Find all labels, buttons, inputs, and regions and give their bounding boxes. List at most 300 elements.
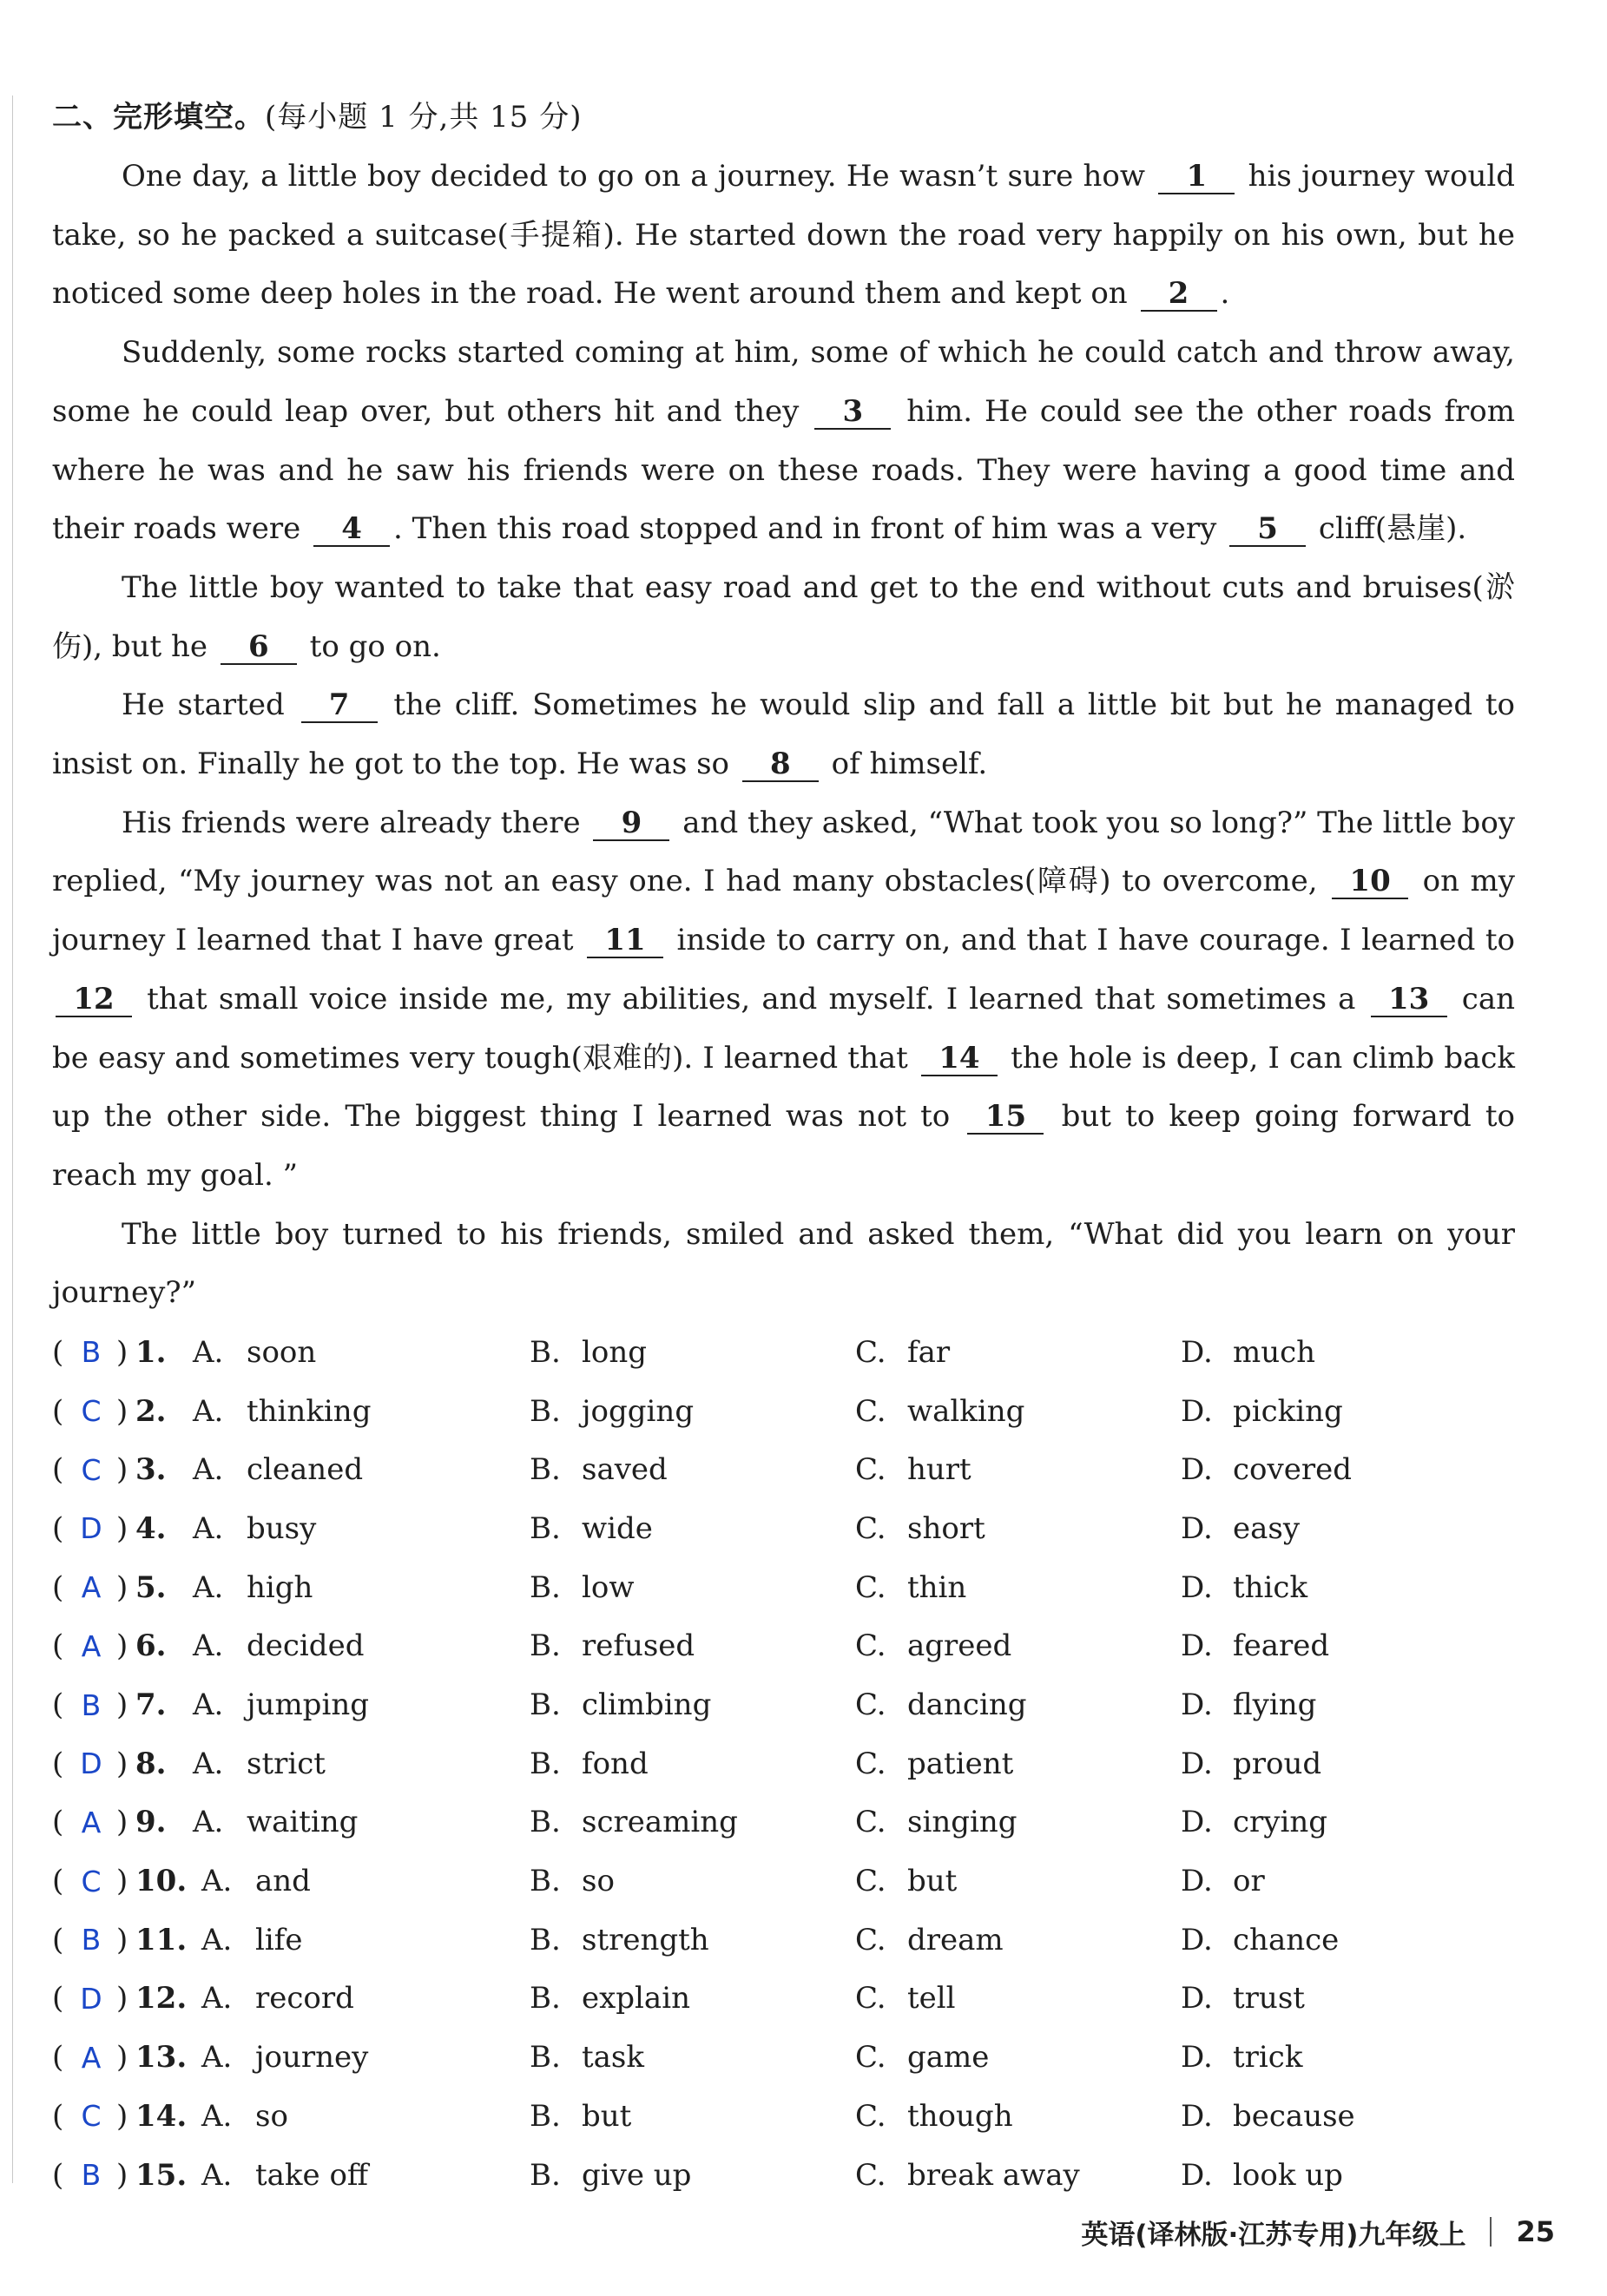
option-a: record: [255, 1981, 354, 2016]
option-a-label: A.: [193, 1628, 224, 1664]
question-head: [52, 1864, 530, 1898]
question-number: 6.: [135, 1628, 167, 1664]
passage-paragraph: [52, 559, 1515, 676]
passage-paragraph: [52, 324, 1515, 559]
option-d-label: D.: [1181, 1628, 1213, 1664]
option-a: journey: [255, 2040, 369, 2076]
answer-choice: C: [81, 1452, 102, 1487]
option-b-col: [530, 2040, 855, 2075]
option-c: game: [907, 2040, 990, 2076]
answer-paren-left: (: [52, 1510, 64, 1546]
option-b-col: [530, 1452, 855, 1487]
answer-paren-left: (: [52, 1393, 64, 1429]
answer-choice: B: [81, 2158, 102, 2193]
option-b-col: [530, 2158, 855, 2193]
option-a: so: [255, 2098, 288, 2134]
question-row: [52, 1970, 1515, 2029]
option-b-label: B.: [530, 1510, 561, 1546]
passage-text: One day, a little boy decided to go on a journey. He wasn’t sure how: [122, 159, 1145, 194]
option-d: chance: [1233, 1922, 1340, 1957]
option-d-col: [1181, 1864, 1506, 1898]
book-title: 英语(译林版·江苏专用)九年级上: [1081, 2219, 1466, 2251]
option-d-col: [1181, 1570, 1506, 1605]
blank-10: 10: [1332, 865, 1408, 899]
option-b-col: [530, 1923, 855, 1957]
option-c-col: [855, 1570, 1181, 1605]
passage-paragraph: [52, 148, 1515, 324]
option-d-col: [1181, 1687, 1506, 1722]
passage-text: his journey would take, so he packed a suitcase(手提箱). He started down the road very happily on his own, but he noticed some deep holes in the road. He went around them and kept on: [52, 159, 1515, 312]
option-d-label: D.: [1181, 1981, 1213, 2016]
question-number: 7.: [135, 1687, 167, 1723]
option-c-label: C.: [855, 1393, 886, 1429]
option-c: walking: [907, 1393, 1025, 1429]
section-title: [52, 87, 1515, 148]
option-b: task: [582, 2040, 644, 2076]
question-number: 12.: [135, 1981, 188, 2016]
option-c-col: [855, 1864, 1181, 1898]
option-b-label: B.: [530, 1393, 561, 1429]
passage-text: and they asked, “What took you so long?” The little boy replied, “My journey was not an easy one. I had many obstacles(障碍) to overcome,: [52, 805, 1516, 899]
passage-text: His friends were already there: [122, 805, 581, 840]
question-head: [52, 1805, 530, 1839]
question-head: [52, 2158, 530, 2193]
blank-3: 3: [814, 395, 891, 430]
question-head: [52, 1923, 530, 1957]
passage-text: the hole is deep, I can climb back up the other side. The biggest thing I learned was not to: [52, 1040, 1515, 1135]
option-b: saved: [582, 1452, 668, 1488]
answer-paren-left: (: [52, 1864, 64, 1899]
passage-paragraph: [52, 794, 1515, 1206]
answer-paren-right: ): [116, 2040, 128, 2076]
option-a-label: A.: [201, 2098, 233, 2134]
option-c: singing: [907, 1805, 1018, 1840]
passage-text: the cliff. Sometimes he would slip and fall a little bit but he managed to insist on. Finally he got to the top. He was so: [52, 687, 1515, 782]
question-number: 8.: [135, 1746, 167, 1781]
option-b-label: B.: [530, 1805, 561, 1840]
answer-paren-right: ): [116, 1452, 128, 1488]
passage-text: him. He could see the other roads from where he was and he saw his friends were on these roads. They were having a good time and their roads were: [52, 393, 1516, 547]
blank-4: 4: [313, 512, 390, 547]
option-b: wide: [582, 1510, 653, 1546]
question-head: [52, 1687, 530, 1722]
question-row: [52, 1734, 1515, 1793]
option-c-col: [855, 1335, 1181, 1370]
question-row: [52, 1852, 1515, 1911]
option-b-label: B.: [530, 1981, 561, 2016]
option-c: though: [907, 2098, 1013, 2134]
blank-11: 11: [587, 924, 663, 958]
option-d-label: D.: [1181, 1569, 1213, 1605]
option-c-label: C.: [855, 1569, 886, 1605]
blank-14: 14: [921, 1042, 998, 1076]
option-a: waiting: [247, 1805, 359, 1840]
passage-text: .: [1220, 276, 1230, 312]
option-c: agreed: [907, 1628, 1012, 1664]
answer-paren-left: (: [52, 1981, 64, 2016]
option-c-col: [855, 1628, 1181, 1663]
option-a: cleaned: [247, 1452, 364, 1488]
question-head: [52, 1452, 530, 1487]
option-c-label: C.: [855, 1628, 886, 1664]
option-d: proud: [1233, 1746, 1322, 1781]
option-d-label: D.: [1181, 2098, 1213, 2134]
question-head: [52, 1394, 530, 1429]
option-d-col: [1181, 2040, 1506, 2075]
option-d: much: [1233, 1334, 1316, 1370]
option-a-label: A.: [201, 1922, 233, 1957]
option-a-label: A.: [201, 2040, 233, 2076]
passage-text: . Then this road stopped and in front of him was a very: [393, 511, 1217, 547]
answer-paren-right: ): [116, 1981, 128, 2016]
passage-text: The little boy wanted to take that easy road and get to the end without cuts and bruises(淤伤), but he: [52, 569, 1515, 664]
option-a: and: [255, 1864, 311, 1899]
option-c-col: [855, 1511, 1181, 1546]
blank-1: 1: [1158, 160, 1235, 194]
option-d: crying: [1233, 1805, 1328, 1840]
answer-choice: A: [81, 1628, 102, 1663]
option-b-label: B.: [530, 1569, 561, 1605]
question-number: 1.: [135, 1334, 167, 1370]
option-d: trust: [1233, 1981, 1305, 2016]
passage-text: to go on.: [309, 628, 441, 664]
option-a-label: A.: [193, 1746, 224, 1781]
passage-text: The little boy turned to his friends, smiled and asked them, “What did you learn on your journey?”: [52, 1216, 1515, 1311]
answer-choice: C: [81, 1394, 102, 1429]
option-a-label: A.: [201, 2157, 233, 2193]
option-b-label: B.: [530, 1334, 561, 1370]
question-row: [52, 1499, 1515, 1558]
option-d-label: D.: [1181, 1687, 1213, 1723]
answer-choice: B: [81, 1687, 102, 1722]
option-b: but: [582, 2098, 632, 2134]
answer-choice: A: [81, 1805, 102, 1839]
option-a: decided: [247, 1628, 365, 1664]
answer-paren-right: ): [116, 1510, 128, 1546]
answer-paren-right: ): [116, 2098, 128, 2134]
footer-divider: [1490, 2217, 1492, 2247]
option-d-label: D.: [1181, 1452, 1213, 1488]
option-c: dancing: [907, 1687, 1027, 1723]
answer-paren-left: (: [52, 1452, 64, 1488]
option-a: high: [247, 1569, 313, 1605]
option-c: far: [907, 1334, 951, 1370]
question-number: 13.: [135, 2040, 188, 2076]
answer-choice: B: [81, 1335, 102, 1370]
blank-2: 2: [1141, 277, 1217, 312]
option-a: take off: [255, 2157, 369, 2193]
question-head: [52, 1628, 530, 1663]
blank-8: 8: [742, 747, 819, 782]
option-d-col: [1181, 2158, 1506, 2193]
section-score-note: (每小题 1 分,共 15 分): [265, 100, 583, 135]
option-b-col: [530, 1687, 855, 1722]
option-d-col: [1181, 1805, 1506, 1839]
question-row: [52, 1617, 1515, 1676]
answer-choice: D: [80, 1981, 102, 2016]
option-c-col: [855, 2158, 1181, 2193]
option-c-label: C.: [855, 2157, 886, 2193]
question-row: [52, 1440, 1515, 1499]
question-head: [52, 1570, 530, 1605]
option-a-label: A.: [201, 1864, 233, 1899]
option-a-label: A.: [193, 1452, 224, 1488]
answer-paren-left: (: [52, 1687, 64, 1723]
option-c-col: [855, 1394, 1181, 1429]
question-number: 4.: [135, 1510, 167, 1546]
option-c: thin: [907, 1569, 967, 1605]
answer-paren-right: ): [116, 1687, 128, 1723]
blank-7: 7: [301, 688, 378, 723]
passage-text: that small voice inside me, my abilities, and myself. I learned that sometimes a: [147, 981, 1356, 1016]
question-row: [52, 1675, 1515, 1734]
option-c-col: [855, 1981, 1181, 2016]
option-c-col: [855, 2040, 1181, 2075]
option-d: thick: [1233, 1569, 1308, 1605]
option-c-col: [855, 1452, 1181, 1487]
option-b-label: B.: [530, 1746, 561, 1781]
answer-choice: A: [81, 1570, 102, 1605]
option-b: long: [582, 1334, 648, 1370]
option-a-label: A.: [193, 1805, 224, 1840]
option-d-label: D.: [1181, 1334, 1213, 1370]
answer-paren-left: (: [52, 1922, 64, 1957]
option-c-label: C.: [855, 1687, 886, 1723]
blank-15: 15: [967, 1100, 1044, 1135]
option-d: feared: [1233, 1628, 1330, 1664]
option-c: but: [907, 1864, 958, 1899]
question-number: 15.: [135, 2157, 188, 2193]
answer-paren-right: ): [116, 1922, 128, 1957]
option-c-label: C.: [855, 1452, 886, 1488]
option-b-label: B.: [530, 2157, 561, 2193]
option-b-col: [530, 1511, 855, 1546]
answer-paren-right: ): [116, 2157, 128, 2193]
option-a: busy: [247, 1510, 317, 1546]
option-c-label: C.: [855, 1805, 886, 1840]
option-b-col: [530, 1628, 855, 1663]
passage-text: He started: [122, 687, 285, 723]
option-c-col: [855, 1805, 1181, 1839]
option-a-label: A.: [193, 1334, 224, 1370]
answer-paren-left: (: [52, 2040, 64, 2076]
question-row: [52, 1323, 1515, 1382]
answer-paren-right: ): [116, 1393, 128, 1429]
option-b: screaming: [582, 1805, 738, 1840]
blank-13: 13: [1371, 983, 1447, 1017]
blank-6: 6: [221, 630, 297, 665]
cloze-passage: [52, 148, 1515, 1323]
option-c-col: [855, 1923, 1181, 1957]
section-heading: 二、完形填空。: [52, 100, 265, 135]
option-b-label: B.: [530, 1864, 561, 1899]
question-head: [52, 2099, 530, 2134]
answer-paren-left: (: [52, 2098, 64, 2134]
option-d-col: [1181, 1452, 1506, 1487]
question-head: [52, 1335, 530, 1370]
answer-paren-right: ): [116, 1569, 128, 1605]
option-b-label: B.: [530, 1452, 561, 1488]
question-row: [52, 2028, 1515, 2087]
blank-5: 5: [1229, 512, 1306, 547]
answer-choice: C: [81, 1864, 102, 1898]
option-a-label: A.: [201, 1981, 233, 2016]
option-d-col: [1181, 1335, 1506, 1370]
passage-paragraph: [52, 676, 1515, 793]
option-b: jogging: [582, 1393, 695, 1429]
passage-paragraph: [52, 1206, 1515, 1323]
option-b-col: [530, 1981, 855, 2016]
answer-paren-right: ): [116, 1864, 128, 1899]
passage-text: of himself.: [831, 747, 988, 782]
passage-text: inside to carry on, and that I have courage. I learned to: [676, 923, 1516, 958]
option-b: refused: [582, 1628, 695, 1664]
content-area: [52, 87, 1515, 2204]
question-head: [52, 1511, 530, 1546]
option-c: tell: [907, 1981, 956, 2016]
question-number: 9.: [135, 1805, 167, 1840]
question-list: [52, 1323, 1515, 2204]
passage-text: can be easy and sometimes very tough(艰难的). I learned that: [52, 981, 1516, 1076]
option-d: easy: [1233, 1510, 1301, 1546]
question-row: [52, 1911, 1515, 1970]
answer-choice: D: [80, 1511, 102, 1546]
option-c-label: C.: [855, 1334, 886, 1370]
option-c-label: C.: [855, 1746, 886, 1781]
option-b: climbing: [582, 1687, 712, 1723]
option-b-col: [530, 1335, 855, 1370]
question-number: 14.: [135, 2098, 188, 2134]
option-b: give up: [582, 2157, 692, 2193]
option-c-col: [855, 2099, 1181, 2134]
option-c: patient: [907, 1746, 1014, 1781]
option-d: covered: [1233, 1452, 1352, 1488]
option-b-label: B.: [530, 2098, 561, 2134]
option-d-col: [1181, 1981, 1506, 2016]
question-number: 10.: [135, 1864, 188, 1899]
option-a: thinking: [247, 1393, 372, 1429]
answer-choice: B: [81, 1923, 102, 1957]
question-row: [52, 1558, 1515, 1617]
option-a-label: A.: [193, 1510, 224, 1546]
option-d-col: [1181, 1747, 1506, 1781]
option-d: look up: [1233, 2157, 1343, 2193]
option-b-col: [530, 1570, 855, 1605]
option-c-label: C.: [855, 1510, 886, 1546]
answer-paren-left: (: [52, 1746, 64, 1781]
option-a: strict: [247, 1746, 326, 1781]
option-d-label: D.: [1181, 2157, 1213, 2193]
passage-text: on my journey I learned that I have great: [52, 864, 1515, 958]
option-c-label: C.: [855, 2040, 886, 2076]
option-b-label: B.: [530, 1628, 561, 1664]
option-d-label: D.: [1181, 1864, 1213, 1899]
option-c-col: [855, 1687, 1181, 1722]
option-d-label: D.: [1181, 1922, 1213, 1957]
answer-paren-right: ): [116, 1334, 128, 1370]
passage-text: Suddenly, some rocks started coming at him, some of which he could catch and throw away, some he could leap over, but others hit and they: [52, 335, 1515, 429]
option-c-label: C.: [855, 1981, 886, 2016]
passage-text: cliff(悬崖).: [1318, 511, 1467, 547]
option-c: dream: [907, 1922, 1004, 1957]
answer-paren-left: (: [52, 1628, 64, 1664]
option-d-label: D.: [1181, 1805, 1213, 1840]
option-d: or: [1233, 1864, 1265, 1899]
answer-choice: C: [81, 2099, 102, 2134]
option-a: soon: [247, 1334, 317, 1370]
question-head: [52, 2040, 530, 2075]
option-d-col: [1181, 1394, 1506, 1429]
option-c-col: [855, 1747, 1181, 1781]
option-b: low: [582, 1569, 635, 1605]
option-b-label: B.: [530, 1687, 561, 1723]
answer-paren-left: (: [52, 1569, 64, 1605]
answer-paren-left: (: [52, 1805, 64, 1840]
option-d-col: [1181, 1923, 1506, 1957]
option-d: flying: [1233, 1687, 1317, 1723]
option-a: life: [255, 1922, 303, 1957]
option-b: so: [582, 1864, 615, 1899]
option-a-label: A.: [193, 1687, 224, 1723]
option-d-col: [1181, 1628, 1506, 1663]
option-c-label: C.: [855, 2098, 886, 2134]
option-b-col: [530, 1747, 855, 1781]
blank-9: 9: [593, 806, 669, 841]
answer-choice: A: [81, 2040, 102, 2075]
margin-rule: [12, 95, 13, 2183]
option-b-label: B.: [530, 2040, 561, 2076]
option-b-col: [530, 1394, 855, 1429]
option-a: jumping: [247, 1687, 369, 1723]
question-number: 2.: [135, 1393, 167, 1429]
option-d: trick: [1233, 2040, 1303, 2076]
option-c: short: [907, 1510, 985, 1546]
option-d-label: D.: [1181, 2040, 1213, 2076]
option-b-col: [530, 1805, 855, 1839]
question-row: [52, 2146, 1515, 2205]
option-d-col: [1181, 2099, 1506, 2134]
option-d: because: [1233, 2098, 1355, 2134]
question-head: [52, 1981, 530, 2016]
question-row: [52, 1793, 1515, 1852]
option-b-col: [530, 1864, 855, 1898]
answer-paren-right: ): [116, 1805, 128, 1840]
page-footer: [1081, 2210, 1555, 2253]
question-head: [52, 1747, 530, 1781]
option-d-label: D.: [1181, 1393, 1213, 1429]
option-a-label: A.: [193, 1569, 224, 1605]
question-number: 3.: [135, 1452, 167, 1488]
answer-choice: D: [80, 1747, 102, 1781]
option-b: strength: [582, 1922, 709, 1957]
option-d-label: D.: [1181, 1510, 1213, 1546]
option-d-label: D.: [1181, 1746, 1213, 1781]
option-c-label: C.: [855, 1864, 886, 1899]
passage-text: but to keep going forward to reach my goal. ”: [52, 1099, 1516, 1193]
question-row: [52, 1382, 1515, 1441]
option-c-label: C.: [855, 1922, 886, 1957]
answer-paren-left: (: [52, 1334, 64, 1370]
page-number: 25: [1516, 2215, 1555, 2248]
option-d: picking: [1233, 1393, 1343, 1429]
question-number: 11.: [135, 1922, 188, 1957]
option-a-label: A.: [193, 1393, 224, 1429]
option-b-col: [530, 2099, 855, 2134]
blank-12: 12: [56, 983, 132, 1017]
option-b: fond: [582, 1746, 649, 1781]
option-b-label: B.: [530, 1922, 561, 1957]
answer-paren-right: ): [116, 1746, 128, 1781]
